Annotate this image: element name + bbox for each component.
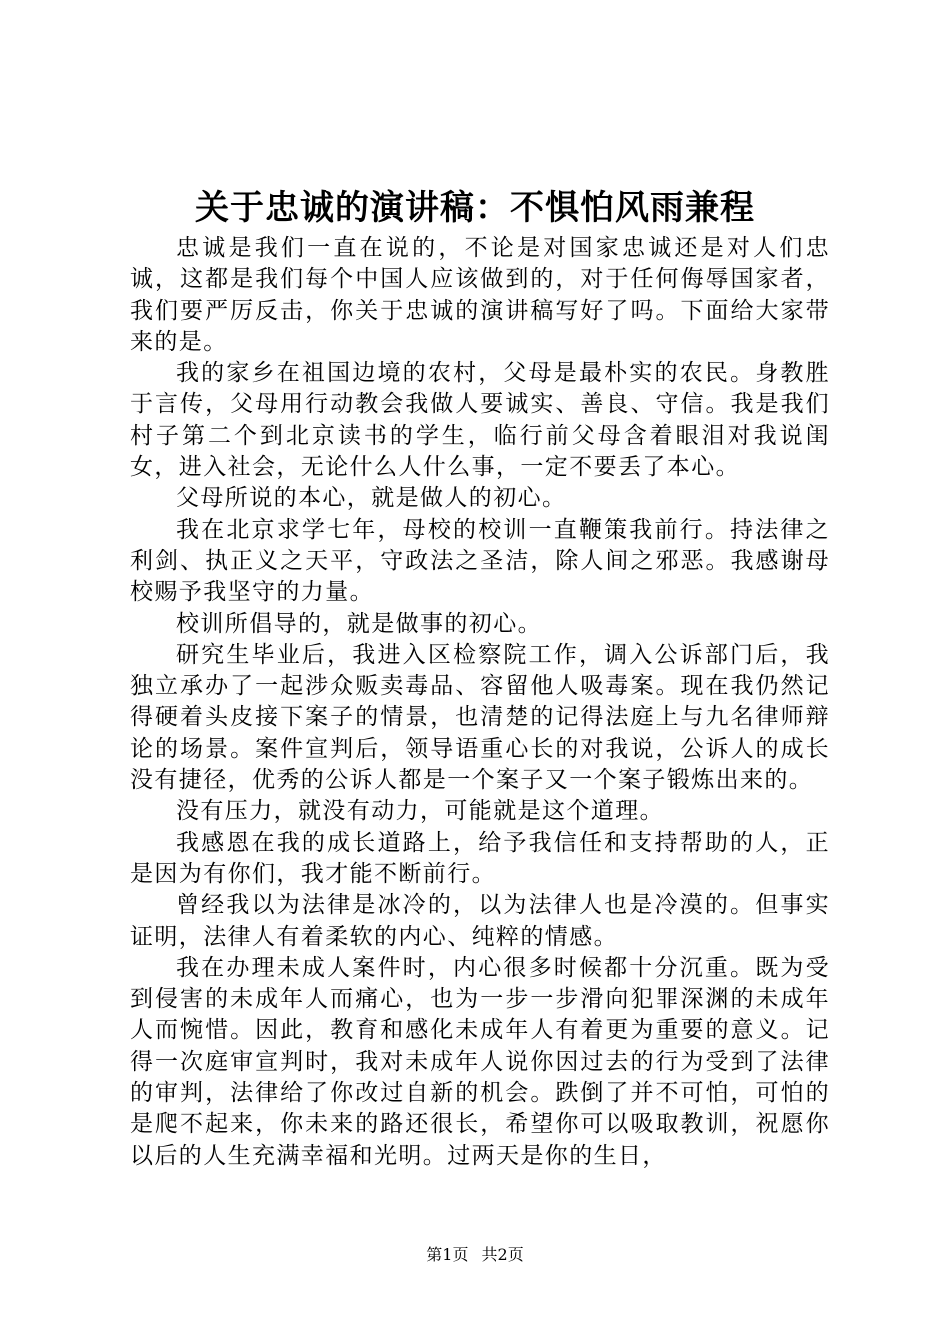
paragraph: 我感恩在我的成长道路上，给予我信任和支持帮助的人，正是因为有你们，我才能不断前行。 (130, 829, 830, 887)
paragraph: 没有压力，就没有动力，可能就是这个道理。 (176, 798, 664, 825)
document-body (130, 233, 830, 1172)
paragraph: 我在北京求学七年，母校的校训一直鞭策我前行。持法律之利剑、执正义之天平，守政法之圣洁，除人间之邪恶。我感谢母校赐予我坚守的力量。 (130, 516, 830, 606)
paragraph: 曾经我以为法律是冰冷的，以为法律人也是冷漠的。但事实证明，法律人有着柔软的内心、纯粹的情感。 (130, 892, 830, 950)
paragraph: 我在办理未成人案件时，内心很多时候都十分沉重。既为受到侵害的未成年人而痛心，也为一步一步滑向犯罪深渊的未成年人而惋惜。因此，教育和感化未成年人有着更为重要的意义。记得一次庭审宣判时，我对未成年人说你因过去的行为受到了法律的审判，法律给了你改过自新的机会。跌倒了并不可怕，可怕的是爬不起来，你未来的路还很长，希望你可以吸取教训，祝愿你以后的人生充满幸福和光明。过两天是你的生日， (130, 954, 830, 1169)
paragraph: 忠诚是我们一直在说的，不论是对国家忠诚还是对人们忠诚，这都是我们每个中国人应该做到的，对于任何侮辱国家者，我们要严厉反击，你关于忠诚的演讲稿写好了吗。下面给大家带来的是。 (130, 235, 830, 355)
paragraph: 我的家乡在祖国边境的农村，父母是最朴实的农民。身教胜于言传，父母用行动教会我做人要诚实、善良、守信。我是我们村子第二个到北京读书的学生，临行前父母含着眼泪对我说闺女，进入社会，无论什么人什么事，一定不要丢了本心。 (130, 360, 830, 481)
paragraph: 校训所倡导的，就是做事的初心。 (176, 610, 542, 637)
page-footer (0, 1244, 950, 1266)
document-title: 关于忠诚的演讲稿：不惧怕风雨兼程 (195, 188, 755, 228)
page-number-total: 共2页 (481, 1245, 524, 1264)
page-number-current: 第1页 (426, 1245, 469, 1264)
paragraph: 研究生毕业后，我进入区检察院工作，调入公诉部门后，我独立承办了一起涉众贩卖毒品、容留他人吸毒案。现在我仍然记得硬着头皮接下案子的情景，也清楚的记得法庭上与九名律师辩论的场景。案件宣判后，领导语重心长的对我说，公诉人的成长没有捷径，优秀的公诉人都是一个案子又一个案子锻炼出来的。 (130, 641, 830, 794)
paragraph: 父母所说的本心，就是做人的初心。 (176, 485, 567, 512)
